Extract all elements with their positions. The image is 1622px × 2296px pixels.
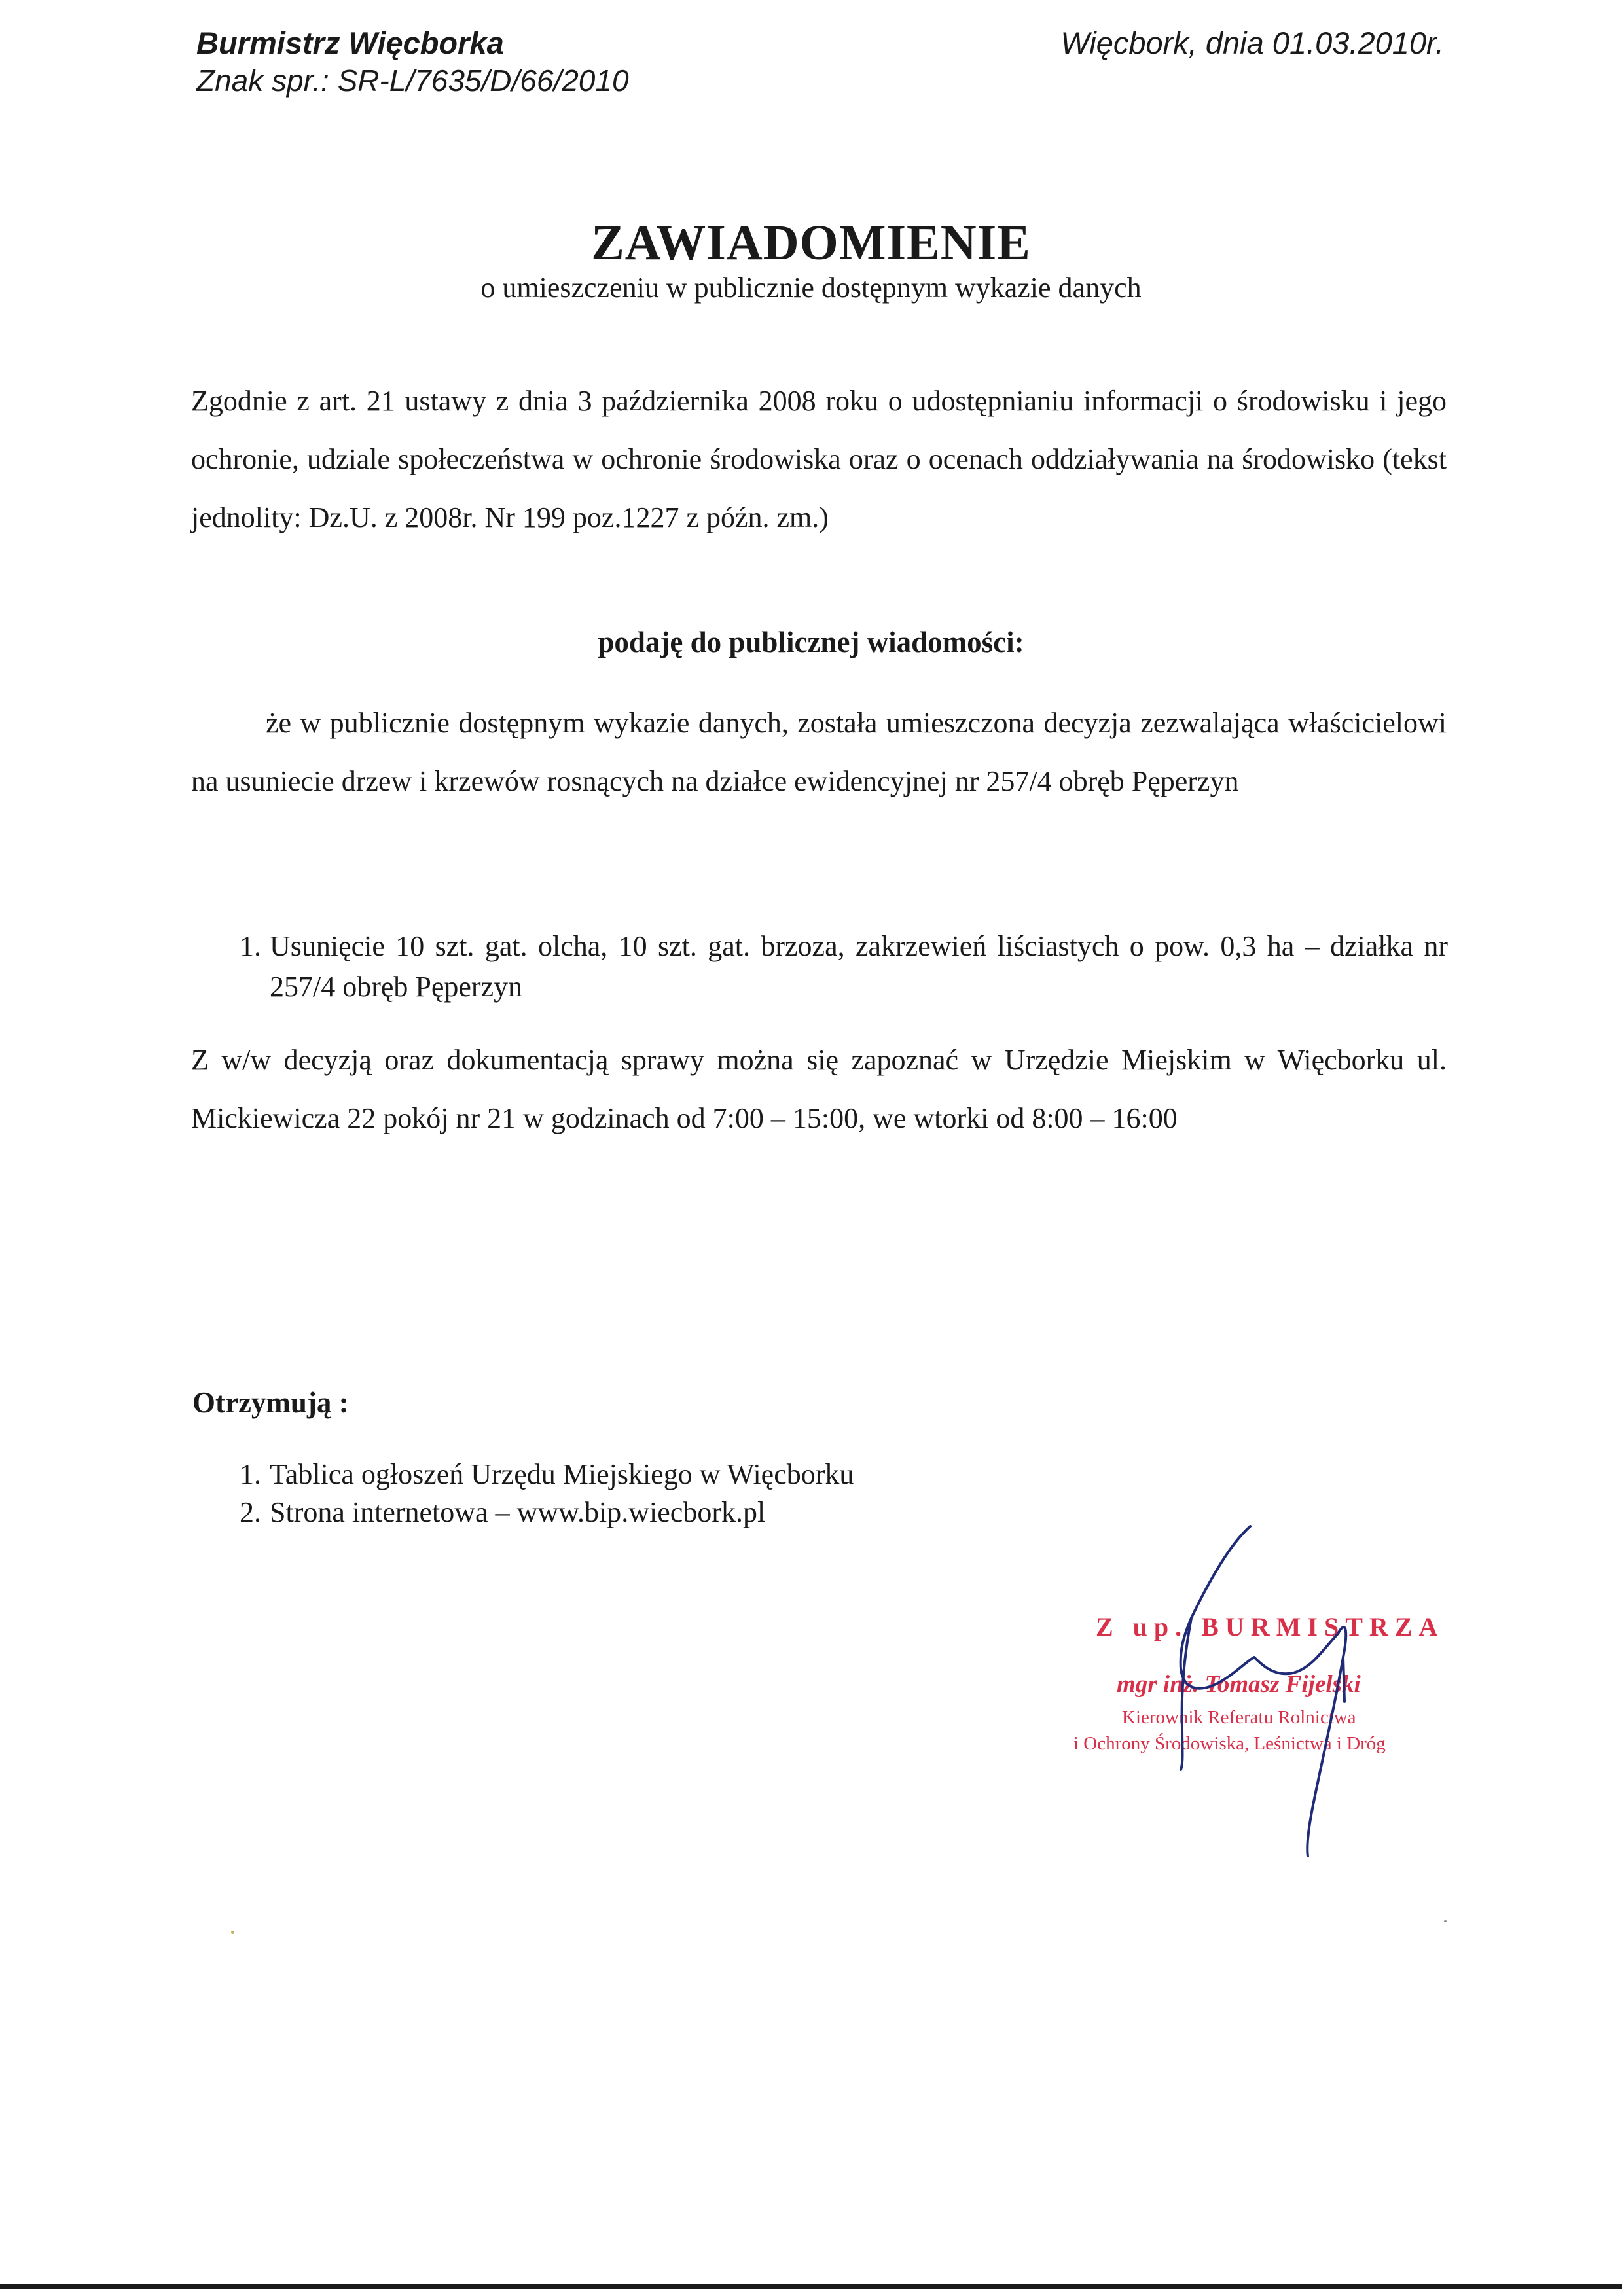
place-and-date: Więcbork, dnia 01.03.2010r.	[1060, 26, 1444, 60]
stamp-position-line: Kierownik Referatu Rolnictwa	[1122, 1707, 1356, 1728]
legal-basis-paragraph: Zgodnie z art. 21 ustawy z dnia 3 października 2008 roku o udostępnianiu informacji o środowisku i jego ochronie, udziale społeczeństwa w ochronie środowiska oraz o ocenach oddziaływania na środowisko (tekst jednolity: Dz.U. z 2008r. Nr 199 poz.1227 z późn. zm.)	[191, 385, 1447, 533]
contact-paragraph: Z w/w decyzją oraz dokumentacją sprawy można się zapoznać w Urzędzie Miejskim w Więcborku ul. Mickiewicza 22 pokój nr 21 w godzinach od 7:00 – 15:00, we wtorki od 8:00 – 16:00	[191, 1044, 1447, 1134]
signature-strokes	[1181, 1526, 1346, 1856]
announcement-heading: podaję do publicznej wiadomości:	[598, 626, 1024, 658]
list-item	[240, 1494, 854, 1532]
scan-speck	[1444, 1920, 1447, 1922]
stamp-official-name: mgr inż. Tomasz Fijelski	[1117, 1671, 1361, 1698]
handwritten-signature	[1113, 1505, 1453, 1924]
case-reference: Znak spr.: SR-L/7635/D/66/2010	[196, 63, 629, 98]
recipient-text: Tablica ogłoszeń Urzędu Miejskiego w Więcborku	[270, 1458, 854, 1490]
stamp-authority-line: Z up. BURMISTRZA	[1096, 1612, 1445, 1641]
document-title: ZAWIADOMIENIE	[591, 215, 1031, 270]
scan-speck	[231, 1931, 234, 1934]
announcement-body: że w publicznie dostępnym wykazie danych, została umieszczona decyzja zezwalająca właścicielowi na usuniecie drzew i krzewów rosnących na działce ewidencyjnej nr 257/4 obręb Pęperzyn	[191, 707, 1447, 797]
issuer-name: Burmistrz Więcborka	[196, 26, 504, 60]
stamp-department-line: i Ochrony Środowiska, Leśnictwa i Dróg	[1073, 1733, 1386, 1754]
scan-bottom-edge	[0, 2284, 1622, 2289]
recipient-number: 1.	[240, 1458, 261, 1490]
recipient-number: 2.	[240, 1496, 261, 1528]
recipients-list	[240, 1456, 854, 1532]
decision-item-number: 1.	[240, 930, 261, 962]
document-subtitle: o umieszczeniu w publicznie dostępnym wykazie danych	[480, 272, 1142, 304]
decision-list-item	[240, 926, 1448, 1007]
recipient-text: Strona internetowa – www.bip.wiecbork.pl	[270, 1496, 766, 1528]
decision-item-text: Usunięcie 10 szt. gat. olcha, 10 szt. gat. brzoza, zakrzewień liściastych o pow. 0,3 ha – działka nr 257/4 obręb Pęperzyn	[270, 930, 1448, 1003]
list-item	[240, 1456, 854, 1494]
recipients-heading: Otrzymują :	[192, 1386, 349, 1419]
